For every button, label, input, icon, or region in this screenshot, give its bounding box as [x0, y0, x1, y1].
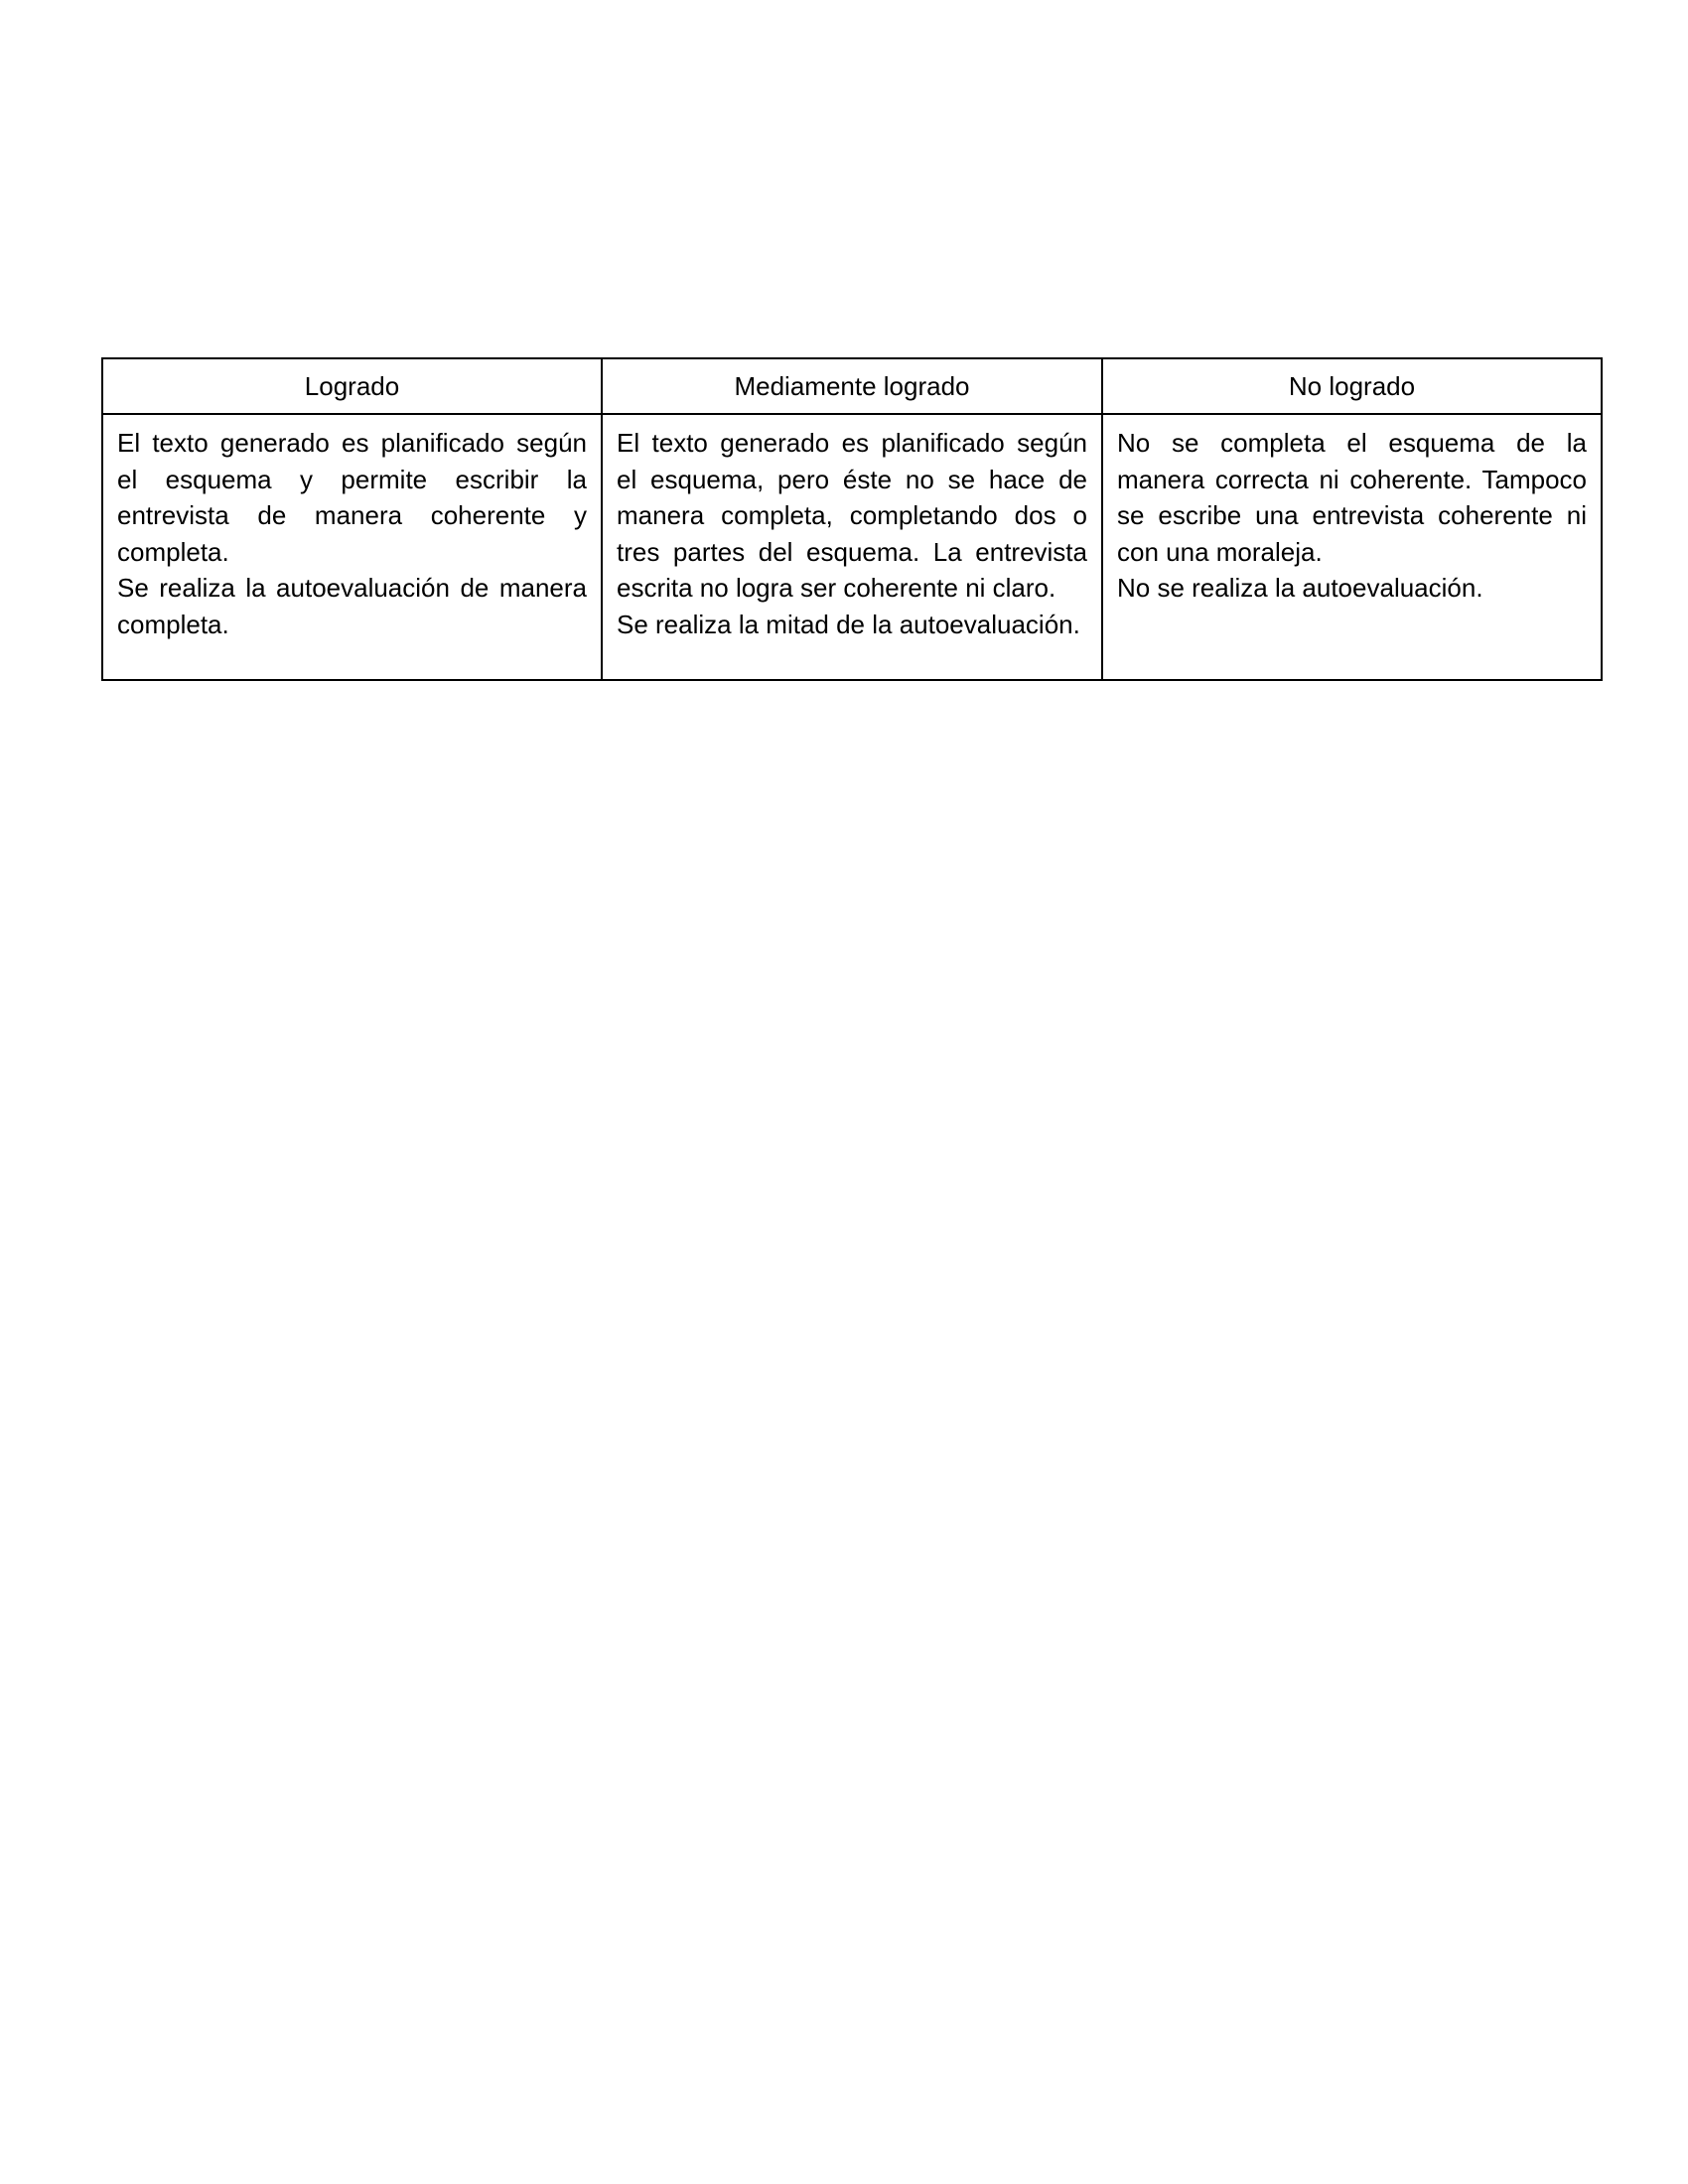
header-no-logrado: No logrado — [1102, 358, 1602, 414]
cell-mediamente-logrado-text: El texto generado es planificado según el esquema, pero éste no se hace de manera completa, completando dos o tres partes del esquema. La entrevista escrita no logra ser coherente ni claro. — [617, 428, 1087, 603]
cell-no-logrado — [1102, 414, 1602, 680]
header-logrado: Logrado — [102, 358, 602, 414]
cell-mediamente-logrado-autoevaluacion: Se realiza la mitad de la autoevaluación. — [617, 609, 1080, 639]
rubric-table — [101, 357, 1603, 681]
cell-mediamente-logrado — [602, 414, 1102, 680]
cell-logrado — [102, 414, 602, 680]
header-mediamente-logrado: Mediamente logrado — [602, 358, 1102, 414]
cell-no-logrado-autoevaluacion: No se realiza la autoevaluación. — [1117, 573, 1483, 603]
rubric-header-row — [102, 358, 1602, 414]
cell-logrado-autoevaluacion: Se realiza la autoevaluación de manera completa. — [117, 573, 587, 639]
cell-logrado-text: El texto generado es planificado según el esquema y permite escribir la entrevista de manera coherente y completa. — [117, 428, 587, 567]
rubric-criteria-row — [102, 414, 1602, 680]
cell-no-logrado-text: No se completa el esquema de la manera correcta ni coherente. Tampoco se escribe una entrevista coherente ni con una moraleja. — [1117, 428, 1587, 567]
